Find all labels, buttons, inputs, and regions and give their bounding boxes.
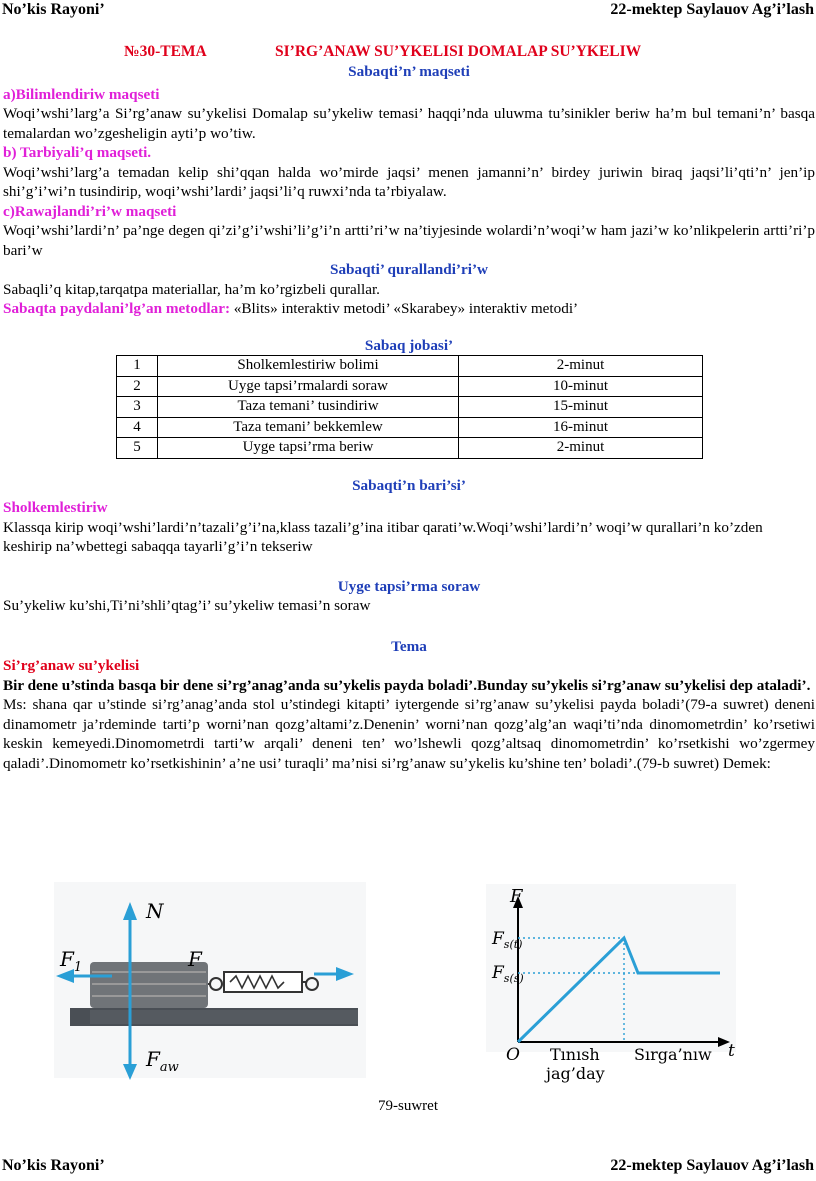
goal-b-label: b) Tarbiyali’q maqseti.	[3, 144, 152, 161]
label-faw: F	[146, 1047, 160, 1071]
plan-cell-stage: Sholkemlestiriw bolimi	[158, 356, 459, 377]
topic-definition: Bir dene u’stinda basqa bir dene si’rg’anag’anda su’ykelis payda boladi’.Bunday su’ykelis si’rg’anaw su’ykelisi dep ataladi’.	[3, 676, 811, 694]
goal-b-text: Woqi’wshi’larg’a temadan kelip shi’qqan halda wo’mirde jaqsi’ menen jamanni’n’ birdey juriwin biraq jaqsi’li’qti’n’ jen’ip shi’g’i’wi’n tusindirip, woqi’wshi’lardi’ jaqsi’li’q ruwxi’nda ta’rbiyalaw.	[3, 163, 815, 200]
label-f: F	[188, 947, 202, 971]
plan-cell-stage: Taza temani’ tusindiriw	[158, 397, 459, 418]
label-fst: F	[492, 929, 504, 949]
goal-a-label: a)Bilimlendiriw maqseti	[3, 85, 160, 103]
topic-heading: Tema	[391, 637, 427, 655]
methods-line	[3, 299, 815, 319]
plan-cell-stage: Taza temani’ bekkemlew	[158, 417, 459, 438]
goal-c-label: c)Rawajlandi’ri’w maqseti	[3, 202, 177, 220]
plan-cell-stage: Uyge tapsi’rmalardi soraw	[158, 376, 459, 397]
goals-heading: Sabaqti’n’ maqseti	[348, 63, 470, 80]
graph-y-label: F	[510, 886, 523, 907]
label-f1: F	[60, 947, 74, 971]
label-fss-sub: s(s)	[503, 972, 524, 985]
org-label: Sholkemlestiriw	[3, 499, 108, 516]
plan-cell-number: 2	[117, 376, 158, 397]
footer-left: No’kis Rayoni’	[2, 1157, 105, 1174]
label-f1-sub: 1	[73, 960, 83, 975]
methods-text: «Blits» interaktiv metodi’ «Skarabey» interaktiv metodi’	[230, 300, 579, 317]
figure-79b-graph	[484, 880, 746, 1090]
label-faw-sub: aw	[159, 1060, 179, 1075]
page-header	[0, 1, 816, 25]
tools-heading: Sabaqti’ qurallandi’ri’w	[330, 261, 488, 278]
org-text: Klassqa kirip woqi’wshi’lardi’n’tazali’g’i’na,klass tazali’g’ina itibar qarati’w.Woqi’wshi’lardi’n’ woqi’w qurallari’n ko’zden keshirip na’wbettegi sabaqqa tayarli’g’i’n tekseriw	[3, 518, 763, 555]
figure-caption: 79-suwret	[378, 1098, 438, 1114]
plan-cell-time: 2-minut	[459, 438, 703, 459]
homework-heading: Uyge tapsi’rma soraw	[337, 577, 481, 595]
graph-origin: O	[506, 1045, 520, 1065]
tools-text: Sabaqli’q kitap,tarqatpa materiallar, ha’m ko’rgizbeli qurallar.	[3, 280, 380, 298]
plan-cell-time: 2-minut	[459, 356, 703, 377]
topic-example: Ms: shana qar u’stinde si’rg’anag’anda stol u’stindegi kitapti’ iytergende si’rg’anaw su’ykelisi payda boladi’(79-a suwret) deneni dinamometr ja’rdeminde tarti’p worni’nan qozg’altami’z.Denenin’ worni’nan qozg’alg’an waqi’ti’nda dinomometrdin’ ko’rsetiwi keskin kemeyedi.Dinomometrdi tarti’w arqali’ deneni ten’ wo’lshewli qozg’altsaq dinomometrdin’ ko’rsetkishi wo’zgermey qaladi’.Dinomometr ko’rsetkishinin’ a’ne usi’ turaqli’ ma’nisi si’rg’anaw su’ykelis ku’shine ten’ boladi’.(79-b suwret) Demek:	[3, 696, 815, 772]
header-right: 22-mektep Saylauov Ag’i’lash	[610, 1, 814, 18]
methods-label: Sabaqta paydalani’lg’an metodlar:	[3, 300, 230, 317]
plan-row	[117, 376, 703, 397]
figure-79a-forces	[50, 880, 370, 1080]
graph-rest-label-1: Tınısh	[550, 1045, 600, 1064]
lesson-title	[3, 42, 815, 62]
footer-right: 22-mektep Saylauov Ag’i’lash	[610, 1157, 814, 1174]
lesson-plan-table	[116, 355, 703, 459]
homework-text: Su’ykeliw ku’shi,Ti’ni’shli’qtag’i’ su’ykeliw temasi’n soraw	[3, 597, 371, 614]
plan-cell-number: 5	[117, 438, 158, 459]
graph-x-label: t	[728, 1041, 735, 1061]
plan-cell-stage: Uyge tapsi’rma beriw	[158, 438, 459, 459]
plan-cell-time: 10-minut	[459, 376, 703, 397]
plan-row	[117, 356, 703, 377]
plan-cell-number: 3	[117, 397, 158, 418]
plan-cell-number: 4	[117, 417, 158, 438]
label-n: N	[146, 899, 164, 923]
graph-background	[486, 884, 736, 1052]
graph-rest-label-2: jag’day	[546, 1064, 605, 1083]
label-fst-sub: s(t)	[503, 938, 523, 951]
process-heading: Sabaqti’n bari’si’	[352, 476, 466, 494]
plan-cell-number: 1	[117, 356, 158, 377]
header-left: No’kis Rayoni’	[2, 1, 105, 18]
goal-c-text: Woqi’wshi’lardi’n’ pa’nge degen qi’zi’g’i’wshi’li’g’i’n artti’ri’w na’tiyjesinde wolardi’n’woqi’w ham jazi’w ko’nlikpelerin artti’ri’p bari’w	[3, 222, 815, 259]
topic-sub-label: Si’rg’anaw su’ykelisi	[3, 657, 140, 674]
plan-heading: Sabaq jobasi’	[364, 336, 454, 354]
label-fss: F	[492, 963, 504, 983]
page-footer	[0, 1157, 816, 1181]
page-content	[3, 42, 815, 773]
plan-row	[117, 397, 703, 418]
plan-cell-time: 15-minut	[459, 397, 703, 418]
graph-slide-label: Sırga’nıw	[634, 1045, 712, 1064]
lesson-number: №30-TEMA	[124, 43, 207, 60]
plan-row	[117, 417, 703, 438]
plan-row	[117, 438, 703, 459]
lesson-topic: SI’RG’ANAW SU’YKELISI DOMALAP SU’YKELIW	[275, 43, 642, 60]
plan-cell-time: 16-minut	[459, 417, 703, 438]
goal-a-text: Woqi’wshi’larg’a Si’rg’anaw su’ykelisi Domalap su’ykeliw temasi’ haqqi’nda uluwma tu’sinikler beriw ha’m bul temani’n’ basqa temalardan wo’zgesheligin ayti’p wo’tiw.	[3, 105, 815, 142]
